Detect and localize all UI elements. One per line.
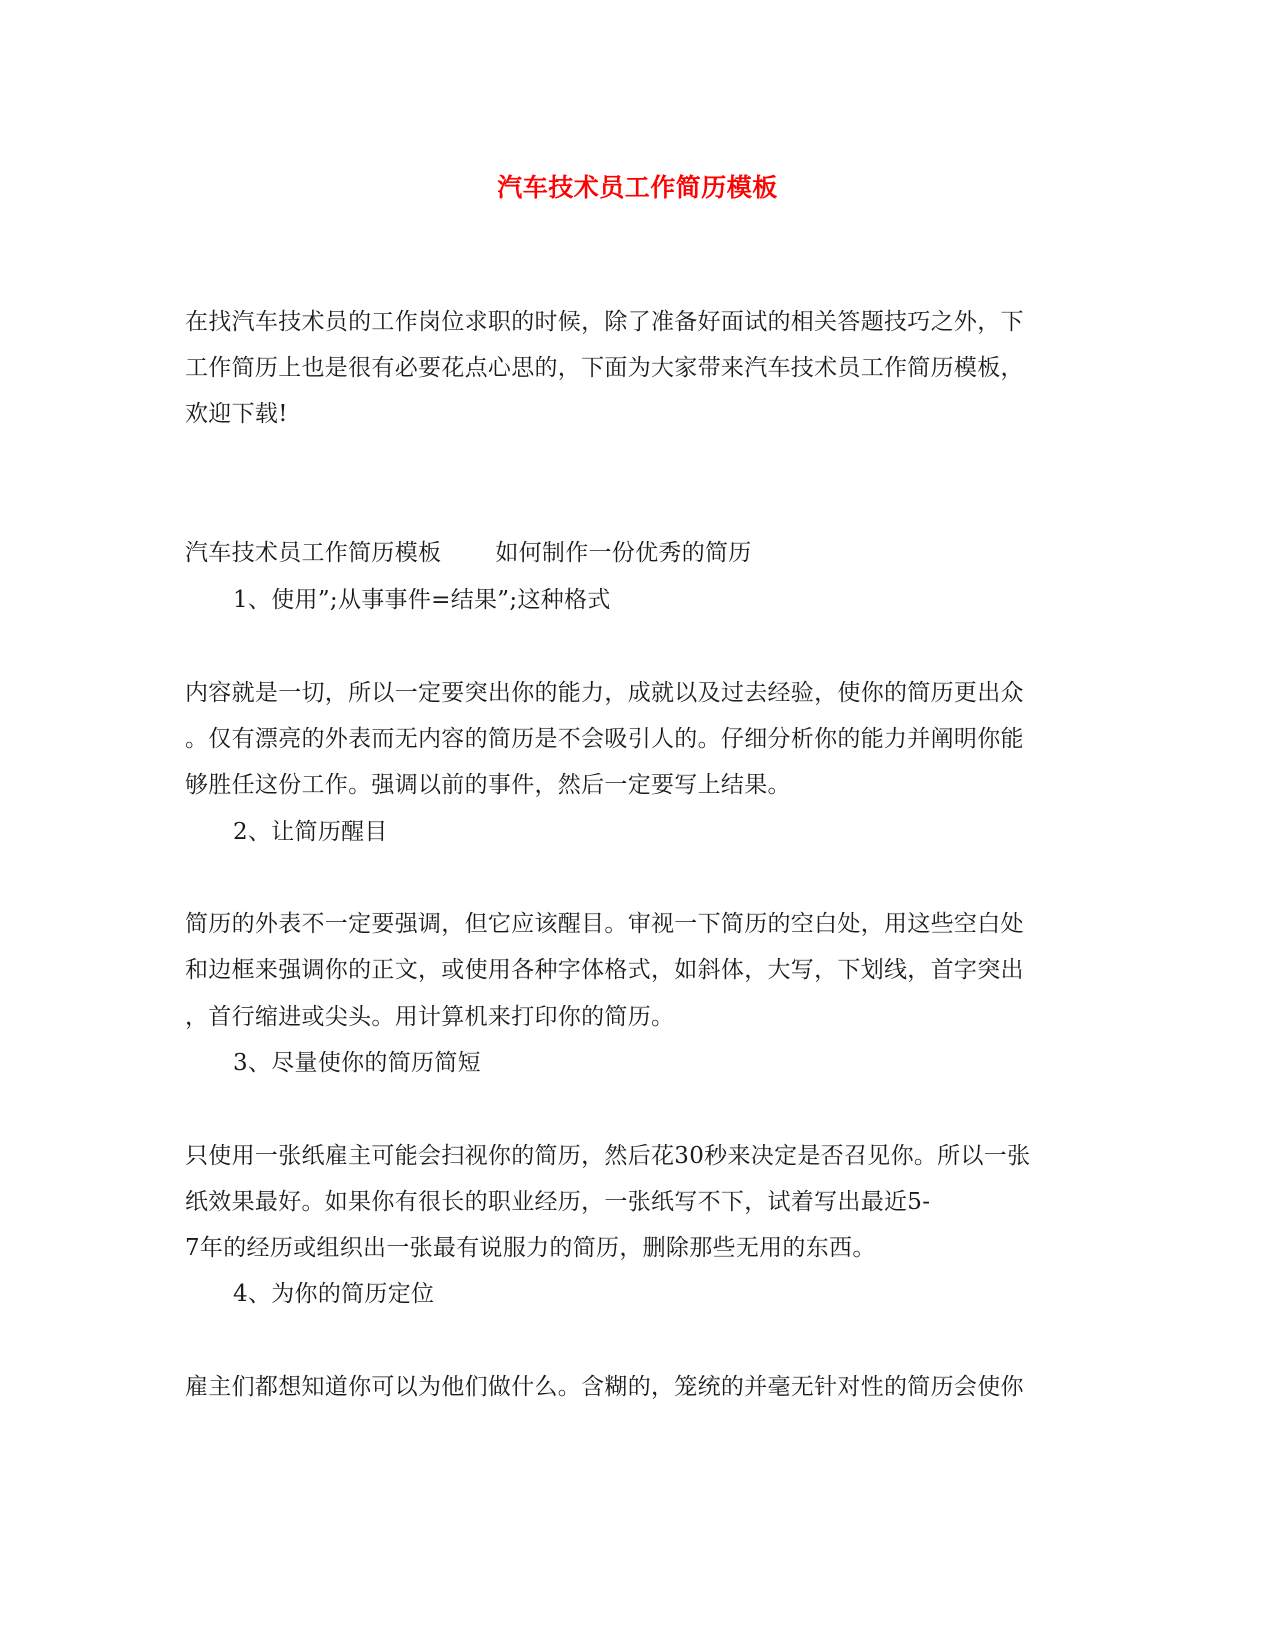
section-2-heading: 2、让简历醒目 (233, 819, 388, 845)
section-3-line-1: 只使用一张纸雇主可能会扫视你的简历，然后花30秒来决定是否召见你。所以一张 (185, 1143, 1031, 1169)
section-4-line-1: 雇主们都想知道你可以为他们做什么。含糊的，笼统的并毫无针对性的简历会使你 (185, 1374, 1024, 1400)
section-1-line-3: 够胜任这份工作。强调以前的事件，然后一定要写上结果。 (185, 772, 791, 798)
section-1-heading: 1、使用”;从事事件=结果”;这种格式 (233, 587, 611, 613)
intro-line-1: 在找汽车技术员的工作岗位求职的时候，除了准备好面试的相关答题技巧之外，下 (185, 309, 1024, 335)
section-3-heading: 3、尽量使你的简历简短 (233, 1050, 481, 1076)
section-2-line-3: ，首行缩进或尖头。用计算机来打印你的简历。 (185, 1004, 675, 1030)
subheading-right: 如何制作一份优秀的简历 (495, 540, 752, 566)
section-3-line-2: 纸效果最好。如果你有很长的职业经历，一张纸写不下，试着写出最近5- (185, 1189, 931, 1215)
document-title: 汽车技术员工作简历模板 (497, 173, 778, 202)
intro-line-2: 工作简历上也是很有必要花点心思的，下面为大家带来汽车技术员工作简历模板， (185, 355, 1024, 381)
section-4-heading: 4、为你的简历定位 (233, 1281, 435, 1307)
section-2-line-1: 简历的外表不一定要强调，但它应该醒目。审视一下简历的空白处，用这些空白处 (185, 911, 1024, 937)
section-3-line-3: 7年的经历或组织出一张最有说服力的简历，删除那些无用的东西。 (185, 1235, 876, 1261)
subheading-line (185, 536, 1085, 570)
section-1-line-2: 。仅有漂亮的外表而无内容的简历是不会吸引人的。仔细分析你的能力并阐明你能 (185, 726, 1024, 752)
section-1-line-1: 内容就是一切，所以一定要突出你的能力，成就以及过去经验，使你的简历更出众 (185, 680, 1024, 706)
intro-line-3: 欢迎下载! (185, 401, 288, 427)
subheading-left: 汽车技术员工作简历模板 (185, 540, 442, 566)
section-2-line-2: 和边框来强调你的正文，或使用各种字体格式，如斜体，大写，下划线，首字突出 (185, 957, 1024, 983)
